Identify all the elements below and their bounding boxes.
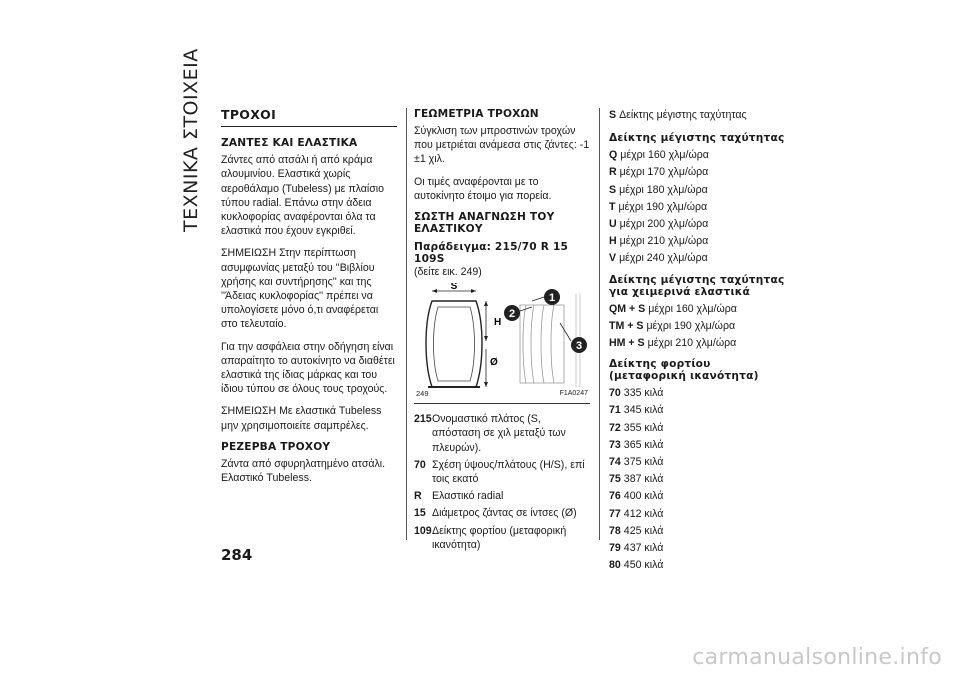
- figure-reference: (δείτε εικ. 249): [414, 266, 482, 279]
- heading-tyre-reading: ΣΩΣΤΗ ΑΝΑΓΝΩΣΗ ΤΟΥ ΕΛΑΣΤΙΚΟΥ: [414, 211, 555, 236]
- definition-row: 109Δείκτης φορτίου (μεταφορική ικανότητα): [414, 524, 567, 551]
- callout-2: 2: [508, 308, 516, 321]
- winter-speed-index-list: [609, 302, 789, 351]
- heading-speed-index: Δείκτης μέγιστης ταχύτητας: [609, 132, 785, 145]
- definition-row: R Ελαστικό radial: [414, 490, 504, 503]
- tyre-diagram-drawing: [414, 283, 590, 403]
- label-height-h: H: [494, 317, 502, 329]
- list-item: 77 412 κιλά: [609, 507, 664, 520]
- paragraph-toe-in: Σύγκλιση των μπροστινών τροχών που μετριέται ανάμεσα στις ζάντες: -1 ±1 χιλ.: [414, 125, 590, 166]
- page-number: 284: [221, 546, 253, 564]
- list-item: S μέχρι 180 χλμ/ώρα: [609, 183, 708, 196]
- list-item: V μέχρι 240 χλμ/ώρα: [609, 252, 708, 265]
- list-item: HM + S μέχρι 210 χλμ/ώρα: [609, 337, 737, 350]
- list-item: 74 375 κιλά: [609, 456, 664, 469]
- page-title: ΤΡΟΧΟΙ: [221, 108, 397, 127]
- list-item: T μέχρι 190 χλμ/ώρα: [609, 200, 708, 213]
- tyre-diagram: [414, 283, 590, 404]
- column-indexes: [609, 108, 789, 575]
- list-item: QM + S μέχρι 160 χλμ/ώρα: [609, 302, 737, 315]
- column-geometry: [414, 108, 590, 555]
- figure-code: F1A0247: [559, 390, 588, 398]
- list-item: 72 355 κιλά: [609, 421, 664, 434]
- list-item: U μέχρι 200 χλμ/ώρα: [609, 218, 709, 231]
- list-item: 78 425 κιλά: [609, 524, 664, 537]
- list-item: 79 437 κιλά: [609, 542, 664, 555]
- list-item: 71 345 κιλά: [609, 404, 664, 417]
- paragraph-safety: Για την ασφάλεια στην οδήγηση είναι απαραίτητο το αυτοκίνητο να διαθέτει ελαστικά της ίδιας μάρκας και του ίδιου τύπου σε όλους τους τροχούς.: [221, 340, 395, 396]
- label-diameter: Ø: [490, 357, 498, 369]
- paragraph-note-tubeless: ΣΗΜΕΙΩΣΗ Με ελαστικά Tubeless μην χρησιμοποιείτε σαμπρέλες.: [221, 405, 382, 432]
- figure-number: 249: [416, 389, 429, 399]
- list-item: 75 387 κιλά: [609, 473, 664, 486]
- heading-rims-tyres: ΖΑΝΤΕΣ ΚΑΙ ΕΛΑΣΤΙΚΑ: [221, 137, 358, 150]
- list-item: 80 450 κιλά: [609, 559, 664, 572]
- column-divider: [599, 108, 600, 540]
- load-index-list: [609, 386, 789, 572]
- tyre-code-definitions: [414, 412, 590, 552]
- definition-row: 215Ονομαστικό πλάτος (S, απόσταση σε χιλ μεταξύ των πλευρών).: [414, 413, 566, 454]
- heading-winter-speed-index: Δείκτης μέγιστης ταχύτητας για χειμερινά ελαστικά: [609, 273, 785, 298]
- heading-load-index: Δείκτης φορτίου (μεταφορική ικανότητα): [609, 358, 759, 383]
- heading-example: Παράδειγμα: 215/70 R 15 109S: [414, 241, 569, 266]
- heading-spare-wheel: ΡΕΖΕΡΒΑ ΤΡΟΧΟΥ: [221, 440, 331, 453]
- list-item: H μέχρι 210 χλμ/ώρα: [609, 235, 709, 248]
- paragraph-values-note: Οι τιμές αναφέρονται με το αυτοκίνητο έτοιμο για πορεία.: [414, 175, 552, 202]
- list-item: Q μέχρι 160 χλμ/ώρα: [609, 149, 709, 162]
- paragraph-note-registration: ΣΗΜΕΙΩΣΗ Στην περίπτωση ασυμφωνίας μεταξύ του ''Βιβλίου χρήσης και συντήρησης'' και της ''Άδειας κυκλοφορίας'' πρέπει να υπολογίσετε μόνο ό,τι αναφέρεται στο τελευταίο.: [221, 247, 379, 331]
- column-wheels: [221, 108, 397, 493]
- section-side-title: ΤΕΧΝΙΚΑ ΣΤΟΙΧΕΙΑ: [180, 48, 202, 232]
- heading-wheel-geometry: ΓΕΩΜΕΤΡΙΑ ΤΡΟΧΩΝ: [414, 108, 539, 120]
- callout-1: 1: [548, 292, 556, 305]
- speed-index-intro: S Δείκτης μέγιστης ταχύτητας: [609, 109, 747, 121]
- callout-3: 3: [575, 340, 583, 353]
- list-item: TM + S μέχρι 190 χλμ/ώρα: [609, 319, 736, 332]
- definition-row: 15 Διάμετρος ζάντας σε ίντσες (Ø): [414, 507, 577, 520]
- speed-index-list: [609, 148, 789, 265]
- label-width-s: S: [450, 283, 458, 293]
- list-item: 76 400 κιλά: [609, 490, 664, 503]
- list-item: 70 335 κιλά: [609, 387, 664, 400]
- list-item: 73 365 κιλά: [609, 438, 664, 451]
- watermark: carmanualsonline.info: [692, 645, 942, 670]
- definition-row: 70 Σχέση ύψους/πλάτους (H/S), επί τοις εκατό: [414, 458, 585, 486]
- column-divider: [406, 108, 407, 540]
- list-item: R μέχρι 170 χλμ/ώρα: [609, 166, 709, 179]
- paragraph-rims: Ζάντες από ατσάλι ή από κράμα αλουμινίου. Ελαστικά χωρίς αεροθάλαμο (Tubeless) με πλαίσιο τύπου radial. Επάνω στην άδεια κυκλοφορίας αναφέρονται όλα τα ελαστικά που έχουν εγκριθεί.: [221, 154, 385, 238]
- paragraph-spare-wheel: Ζάντα από σφυρηλατημένο ατσάλι. Ελαστικό Tubeless.: [221, 457, 386, 485]
